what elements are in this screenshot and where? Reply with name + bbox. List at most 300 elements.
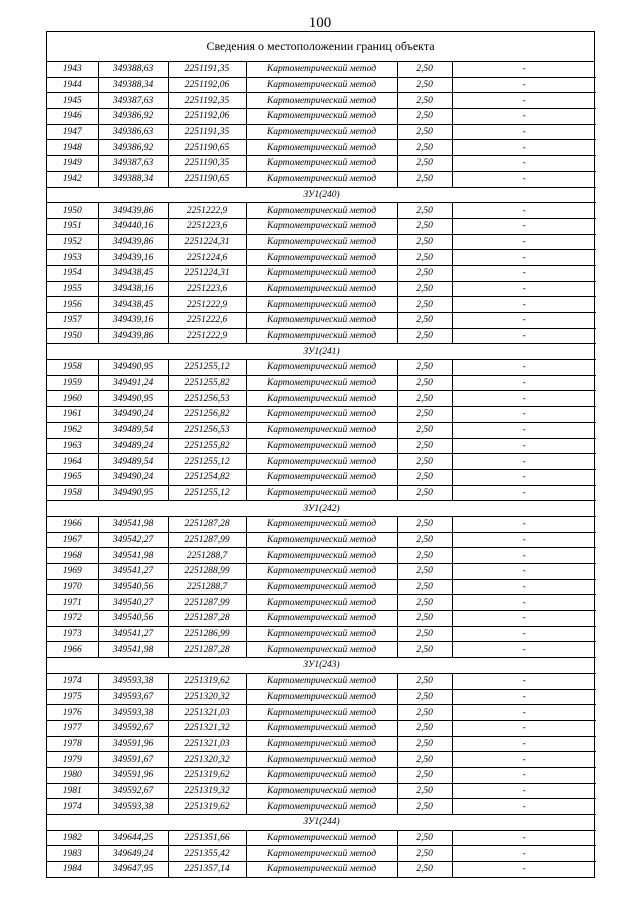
coord-y-cell: 2251254,82 bbox=[168, 469, 246, 485]
method-cell: Картометрический метод bbox=[246, 799, 397, 815]
coord-x-cell: 349593,38 bbox=[98, 799, 168, 815]
method-cell: Картометрический метод bbox=[246, 218, 397, 234]
coord-x-cell: 349388,34 bbox=[98, 171, 168, 187]
table-row bbox=[47, 250, 596, 266]
coord-x-cell: 349439,86 bbox=[98, 234, 168, 250]
description-cell: - bbox=[452, 438, 596, 454]
point-number-cell: 1950 bbox=[47, 203, 98, 219]
coord-y-cell: 2251256,82 bbox=[168, 407, 246, 423]
group-header-row bbox=[47, 344, 596, 360]
method-cell: Картометрический метод bbox=[246, 109, 397, 125]
accuracy-cell: 2,50 bbox=[397, 109, 452, 125]
method-cell: Картометрический метод bbox=[246, 171, 397, 187]
coord-y-cell: 2251319,32 bbox=[168, 783, 246, 799]
coord-x-cell: 349388,63 bbox=[98, 62, 168, 77]
point-number-cell: 1984 bbox=[47, 862, 98, 877]
accuracy-cell: 2,50 bbox=[397, 250, 452, 266]
description-cell: - bbox=[452, 171, 596, 187]
coord-x-cell: 349386,92 bbox=[98, 109, 168, 125]
table-row bbox=[47, 862, 596, 877]
point-number-cell: 1944 bbox=[47, 77, 98, 93]
coord-x-cell: 349490,95 bbox=[98, 485, 168, 501]
description-cell: - bbox=[452, 77, 596, 93]
coord-x-cell: 349591,67 bbox=[98, 752, 168, 768]
coord-x-cell: 349541,98 bbox=[98, 642, 168, 658]
description-cell: - bbox=[452, 548, 596, 564]
point-number-cell: 1976 bbox=[47, 705, 98, 721]
description-cell: - bbox=[452, 218, 596, 234]
description-cell: - bbox=[452, 328, 596, 344]
accuracy-cell: 2,50 bbox=[397, 799, 452, 815]
coord-x-cell: 349541,27 bbox=[98, 564, 168, 580]
method-cell: Картометрический метод bbox=[246, 124, 397, 140]
method-cell: Картометрический метод bbox=[246, 234, 397, 250]
accuracy-cell: 2,50 bbox=[397, 297, 452, 313]
point-number-cell: 1980 bbox=[47, 767, 98, 783]
point-number-cell: 1957 bbox=[47, 313, 98, 329]
method-cell: Картометрический метод bbox=[246, 203, 397, 219]
accuracy-cell: 2,50 bbox=[397, 579, 452, 595]
point-number-cell: 1974 bbox=[47, 799, 98, 815]
point-number-cell: 1978 bbox=[47, 736, 98, 752]
description-cell: - bbox=[452, 407, 596, 423]
accuracy-cell: 2,50 bbox=[397, 407, 452, 423]
description-cell: - bbox=[452, 454, 596, 470]
coord-y-cell: 2251255,12 bbox=[168, 360, 246, 376]
coord-x-cell: 349439,16 bbox=[98, 313, 168, 329]
coord-x-cell: 349591,96 bbox=[98, 736, 168, 752]
table-row bbox=[47, 62, 596, 77]
coord-x-cell: 349387,63 bbox=[98, 93, 168, 109]
accuracy-cell: 2,50 bbox=[397, 124, 452, 140]
coord-y-cell: 2251191,35 bbox=[168, 124, 246, 140]
coord-y-cell: 2251190,65 bbox=[168, 140, 246, 156]
method-cell: Картометрический метод bbox=[246, 375, 397, 391]
accuracy-cell: 2,50 bbox=[397, 689, 452, 705]
table-row bbox=[47, 485, 596, 501]
table-row bbox=[47, 783, 596, 799]
description-cell: - bbox=[452, 736, 596, 752]
coord-x-cell: 349490,95 bbox=[98, 360, 168, 376]
point-number-cell: 1962 bbox=[47, 422, 98, 438]
method-cell: Картометрический метод bbox=[246, 767, 397, 783]
accuracy-cell: 2,50 bbox=[397, 438, 452, 454]
coord-y-cell: 2251288,7 bbox=[168, 548, 246, 564]
page-number: 100 bbox=[308, 15, 332, 31]
point-number-cell: 1958 bbox=[47, 360, 98, 376]
group-header-row bbox=[47, 187, 596, 203]
coord-x-cell: 349541,98 bbox=[98, 548, 168, 564]
coord-y-cell: 2251287,28 bbox=[168, 516, 246, 532]
accuracy-cell: 2,50 bbox=[397, 485, 452, 501]
point-number-cell: 1951 bbox=[47, 218, 98, 234]
table-row bbox=[47, 328, 596, 344]
table-row bbox=[47, 171, 596, 187]
point-number-cell: 1974 bbox=[47, 673, 98, 689]
coord-x-cell: 349438,45 bbox=[98, 265, 168, 281]
coord-x-cell: 349540,56 bbox=[98, 611, 168, 627]
accuracy-cell: 2,50 bbox=[397, 767, 452, 783]
description-cell: - bbox=[452, 485, 596, 501]
coord-x-cell: 349490,24 bbox=[98, 407, 168, 423]
coord-y-cell: 2251321,03 bbox=[168, 736, 246, 752]
accuracy-cell: 2,50 bbox=[397, 454, 452, 470]
accuracy-cell: 2,50 bbox=[397, 313, 452, 329]
description-cell: - bbox=[452, 564, 596, 580]
accuracy-cell: 2,50 bbox=[397, 548, 452, 564]
coord-x-cell: 349649,24 bbox=[98, 846, 168, 862]
group-label: ЗУ1(244) bbox=[47, 815, 596, 831]
point-number-cell: 1972 bbox=[47, 611, 98, 627]
table-row bbox=[47, 689, 596, 705]
coord-x-cell: 349386,92 bbox=[98, 140, 168, 156]
method-cell: Картометрический метод bbox=[246, 736, 397, 752]
coord-x-cell: 349489,54 bbox=[98, 422, 168, 438]
description-cell: - bbox=[452, 156, 596, 172]
method-cell: Картометрический метод bbox=[246, 265, 397, 281]
table-row bbox=[47, 720, 596, 736]
coord-x-cell: 349489,54 bbox=[98, 454, 168, 470]
point-number-cell: 1956 bbox=[47, 297, 98, 313]
accuracy-cell: 2,50 bbox=[397, 862, 452, 877]
accuracy-cell: 2,50 bbox=[397, 705, 452, 721]
table-row bbox=[47, 564, 596, 580]
accuracy-cell: 2,50 bbox=[397, 642, 452, 658]
point-number-cell: 1955 bbox=[47, 281, 98, 297]
description-cell: - bbox=[452, 375, 596, 391]
description-cell: - bbox=[452, 689, 596, 705]
coord-y-cell: 2251222,9 bbox=[168, 328, 246, 344]
coord-x-cell: 349440,16 bbox=[98, 218, 168, 234]
coord-x-cell: 349542,27 bbox=[98, 532, 168, 548]
group-header-row bbox=[47, 815, 596, 831]
point-number-cell: 1977 bbox=[47, 720, 98, 736]
accuracy-cell: 2,50 bbox=[397, 595, 452, 611]
method-cell: Картометрический метод bbox=[246, 250, 397, 266]
method-cell: Картометрический метод bbox=[246, 422, 397, 438]
description-cell: - bbox=[452, 516, 596, 532]
coord-y-cell: 2251223,6 bbox=[168, 218, 246, 234]
coord-x-cell: 349593,38 bbox=[98, 673, 168, 689]
table-row bbox=[47, 109, 596, 125]
description-cell: - bbox=[452, 595, 596, 611]
method-cell: Картометрический метод bbox=[246, 752, 397, 768]
accuracy-cell: 2,50 bbox=[397, 532, 452, 548]
accuracy-cell: 2,50 bbox=[397, 564, 452, 580]
description-cell: - bbox=[452, 250, 596, 266]
table-row bbox=[47, 611, 596, 627]
coord-x-cell: 349593,38 bbox=[98, 705, 168, 721]
point-number-cell: 1966 bbox=[47, 516, 98, 532]
description-cell: - bbox=[452, 281, 596, 297]
table-row bbox=[47, 595, 596, 611]
table-row bbox=[47, 203, 596, 219]
description-cell: - bbox=[452, 532, 596, 548]
table-row bbox=[47, 77, 596, 93]
coord-y-cell: 2251319,62 bbox=[168, 767, 246, 783]
group-header-row bbox=[47, 658, 596, 674]
coord-x-cell: 349490,95 bbox=[98, 391, 168, 407]
accuracy-cell: 2,50 bbox=[397, 626, 452, 642]
coord-y-cell: 2251255,82 bbox=[168, 438, 246, 454]
accuracy-cell: 2,50 bbox=[397, 281, 452, 297]
point-number-cell: 1945 bbox=[47, 93, 98, 109]
coord-x-cell: 349387,63 bbox=[98, 156, 168, 172]
point-number-cell: 1954 bbox=[47, 265, 98, 281]
accuracy-cell: 2,50 bbox=[397, 375, 452, 391]
point-number-cell: 1970 bbox=[47, 579, 98, 595]
point-number-cell: 1983 bbox=[47, 846, 98, 862]
description-cell: - bbox=[452, 391, 596, 407]
description-cell: - bbox=[452, 360, 596, 376]
description-cell: - bbox=[452, 752, 596, 768]
boundary-points-table bbox=[47, 62, 596, 877]
coord-y-cell: 2251320,32 bbox=[168, 752, 246, 768]
description-cell: - bbox=[452, 783, 596, 799]
method-cell: Картометрический метод bbox=[246, 438, 397, 454]
description-cell: - bbox=[452, 830, 596, 846]
table-row bbox=[47, 454, 596, 470]
table-row bbox=[47, 767, 596, 783]
group-label: ЗУ1(241) bbox=[47, 344, 596, 360]
coord-y-cell: 2251222,6 bbox=[168, 313, 246, 329]
accuracy-cell: 2,50 bbox=[397, 752, 452, 768]
point-number-cell: 1952 bbox=[47, 234, 98, 250]
table-row bbox=[47, 140, 596, 156]
coord-y-cell: 2251351,66 bbox=[168, 830, 246, 846]
point-number-cell: 1982 bbox=[47, 830, 98, 846]
method-cell: Картометрический метод bbox=[246, 611, 397, 627]
point-number-cell: 1965 bbox=[47, 469, 98, 485]
accuracy-cell: 2,50 bbox=[397, 830, 452, 846]
description-cell: - bbox=[452, 862, 596, 877]
method-cell: Картометрический метод bbox=[246, 862, 397, 877]
coord-x-cell: 349438,16 bbox=[98, 281, 168, 297]
coord-y-cell: 2251224,6 bbox=[168, 250, 246, 266]
coord-y-cell: 2251192,06 bbox=[168, 109, 246, 125]
point-number-cell: 1964 bbox=[47, 454, 98, 470]
table-row bbox=[47, 265, 596, 281]
accuracy-cell: 2,50 bbox=[397, 265, 452, 281]
point-number-cell: 1967 bbox=[47, 532, 98, 548]
method-cell: Картометрический метод bbox=[246, 783, 397, 799]
accuracy-cell: 2,50 bbox=[397, 611, 452, 627]
accuracy-cell: 2,50 bbox=[397, 469, 452, 485]
description-cell: - bbox=[452, 62, 596, 77]
method-cell: Картометрический метод bbox=[246, 595, 397, 611]
coord-y-cell: 2251192,35 bbox=[168, 93, 246, 109]
method-cell: Картометрический метод bbox=[246, 62, 397, 77]
group-label: ЗУ1(243) bbox=[47, 658, 596, 674]
method-cell: Картометрический метод bbox=[246, 579, 397, 595]
point-number-cell: 1966 bbox=[47, 642, 98, 658]
description-cell: - bbox=[452, 469, 596, 485]
point-number-cell: 1953 bbox=[47, 250, 98, 266]
coord-x-cell: 349388,34 bbox=[98, 77, 168, 93]
point-number-cell: 1959 bbox=[47, 375, 98, 391]
table-row bbox=[47, 407, 596, 423]
table-row bbox=[47, 93, 596, 109]
accuracy-cell: 2,50 bbox=[397, 422, 452, 438]
table-row bbox=[47, 218, 596, 234]
accuracy-cell: 2,50 bbox=[397, 516, 452, 532]
description-cell: - bbox=[452, 124, 596, 140]
method-cell: Картометрический метод bbox=[246, 281, 397, 297]
point-number-cell: 1948 bbox=[47, 140, 98, 156]
point-number-cell: 1969 bbox=[47, 564, 98, 580]
table-row bbox=[47, 313, 596, 329]
description-cell: - bbox=[452, 626, 596, 642]
table-row bbox=[47, 422, 596, 438]
method-cell: Картометрический метод bbox=[246, 689, 397, 705]
method-cell: Картометрический метод bbox=[246, 77, 397, 93]
table-row bbox=[47, 297, 596, 313]
accuracy-cell: 2,50 bbox=[397, 846, 452, 862]
coord-x-cell: 349439,16 bbox=[98, 250, 168, 266]
table-row bbox=[47, 705, 596, 721]
point-number-cell: 1963 bbox=[47, 438, 98, 454]
coord-x-cell: 349540,27 bbox=[98, 595, 168, 611]
description-cell: - bbox=[452, 422, 596, 438]
coord-y-cell: 2251192,06 bbox=[168, 77, 246, 93]
method-cell: Картометрический метод bbox=[246, 846, 397, 862]
coord-y-cell: 2251288,7 bbox=[168, 579, 246, 595]
coord-x-cell: 349439,86 bbox=[98, 328, 168, 344]
method-cell: Картометрический метод bbox=[246, 93, 397, 109]
coord-y-cell: 2251320,32 bbox=[168, 689, 246, 705]
table-row bbox=[47, 375, 596, 391]
coord-y-cell: 2251286,99 bbox=[168, 626, 246, 642]
method-cell: Картометрический метод bbox=[246, 454, 397, 470]
table-row bbox=[47, 234, 596, 250]
table-row bbox=[47, 846, 596, 862]
table-row bbox=[47, 752, 596, 768]
coord-x-cell: 349438,45 bbox=[98, 297, 168, 313]
table-row bbox=[47, 391, 596, 407]
method-cell: Картометрический метод bbox=[246, 297, 397, 313]
boundary-table-sheet bbox=[46, 31, 595, 878]
description-cell: - bbox=[452, 109, 596, 125]
accuracy-cell: 2,50 bbox=[397, 720, 452, 736]
description-cell: - bbox=[452, 673, 596, 689]
coord-y-cell: 2251288,99 bbox=[168, 564, 246, 580]
method-cell: Картометрический метод bbox=[246, 391, 397, 407]
table-row bbox=[47, 579, 596, 595]
method-cell: Картометрический метод bbox=[246, 564, 397, 580]
method-cell: Картометрический метод bbox=[246, 830, 397, 846]
coord-y-cell: 2251256,53 bbox=[168, 422, 246, 438]
coord-y-cell: 2251287,28 bbox=[168, 642, 246, 658]
coord-x-cell: 349591,96 bbox=[98, 767, 168, 783]
coord-y-cell: 2251287,99 bbox=[168, 595, 246, 611]
group-label: ЗУ1(242) bbox=[47, 501, 596, 517]
point-number-cell: 1950 bbox=[47, 328, 98, 344]
coord-y-cell: 2251319,62 bbox=[168, 799, 246, 815]
method-cell: Картометрический метод bbox=[246, 140, 397, 156]
table-row bbox=[47, 124, 596, 140]
coord-y-cell: 2251357,14 bbox=[168, 862, 246, 877]
accuracy-cell: 2,50 bbox=[397, 736, 452, 752]
method-cell: Картометрический метод bbox=[246, 705, 397, 721]
table-row bbox=[47, 626, 596, 642]
point-number-cell: 1981 bbox=[47, 783, 98, 799]
point-number-cell: 1947 bbox=[47, 124, 98, 140]
description-cell: - bbox=[452, 611, 596, 627]
coord-y-cell: 2251223,6 bbox=[168, 281, 246, 297]
description-cell: - bbox=[452, 140, 596, 156]
point-number-cell: 1942 bbox=[47, 171, 98, 187]
coord-x-cell: 349439,86 bbox=[98, 203, 168, 219]
coord-y-cell: 2251191,35 bbox=[168, 62, 246, 77]
method-cell: Картометрический метод bbox=[246, 673, 397, 689]
coord-y-cell: 2251222,9 bbox=[168, 203, 246, 219]
coord-x-cell: 349647,95 bbox=[98, 862, 168, 877]
coord-x-cell: 349490,24 bbox=[98, 469, 168, 485]
coord-y-cell: 2251321,03 bbox=[168, 705, 246, 721]
table-title: Сведения о местоположении границ объекта bbox=[47, 32, 594, 62]
coord-y-cell: 2251190,35 bbox=[168, 156, 246, 172]
description-cell: - bbox=[452, 767, 596, 783]
method-cell: Картометрический метод bbox=[246, 360, 397, 376]
description-cell: - bbox=[452, 203, 596, 219]
point-number-cell: 1946 bbox=[47, 109, 98, 125]
description-cell: - bbox=[452, 93, 596, 109]
point-number-cell: 1961 bbox=[47, 407, 98, 423]
accuracy-cell: 2,50 bbox=[397, 140, 452, 156]
description-cell: - bbox=[452, 720, 596, 736]
method-cell: Картометрический метод bbox=[246, 313, 397, 329]
table-row bbox=[47, 830, 596, 846]
group-label: ЗУ1(240) bbox=[47, 187, 596, 203]
point-number-cell: 1960 bbox=[47, 391, 98, 407]
coord-y-cell: 2251255,12 bbox=[168, 485, 246, 501]
coord-y-cell: 2251321,32 bbox=[168, 720, 246, 736]
coord-x-cell: 349489,24 bbox=[98, 438, 168, 454]
method-cell: Картометрический метод bbox=[246, 469, 397, 485]
point-number-cell: 1979 bbox=[47, 752, 98, 768]
coord-x-cell: 349593,67 bbox=[98, 689, 168, 705]
coord-y-cell: 2251287,28 bbox=[168, 611, 246, 627]
method-cell: Картометрический метод bbox=[246, 720, 397, 736]
table-row bbox=[47, 673, 596, 689]
coord-y-cell: 2251319,62 bbox=[168, 673, 246, 689]
table-row bbox=[47, 548, 596, 564]
accuracy-cell: 2,50 bbox=[397, 391, 452, 407]
table-row bbox=[47, 156, 596, 172]
group-header-row bbox=[47, 501, 596, 517]
description-cell: - bbox=[452, 642, 596, 658]
description-cell: - bbox=[452, 265, 596, 281]
method-cell: Картометрический метод bbox=[246, 626, 397, 642]
coord-x-cell: 349541,27 bbox=[98, 626, 168, 642]
accuracy-cell: 2,50 bbox=[397, 203, 452, 219]
coord-y-cell: 2251190,65 bbox=[168, 171, 246, 187]
point-number-cell: 1971 bbox=[47, 595, 98, 611]
coord-x-cell: 349386,63 bbox=[98, 124, 168, 140]
method-cell: Картометрический метод bbox=[246, 485, 397, 501]
point-number-cell: 1943 bbox=[47, 62, 98, 77]
point-number-cell: 1958 bbox=[47, 485, 98, 501]
description-cell: - bbox=[452, 234, 596, 250]
table-row bbox=[47, 516, 596, 532]
coord-y-cell: 2251255,12 bbox=[168, 454, 246, 470]
description-cell: - bbox=[452, 799, 596, 815]
coord-y-cell: 2251224,31 bbox=[168, 265, 246, 281]
point-number-cell: 1975 bbox=[47, 689, 98, 705]
accuracy-cell: 2,50 bbox=[397, 77, 452, 93]
table-row bbox=[47, 532, 596, 548]
table-row bbox=[47, 469, 596, 485]
